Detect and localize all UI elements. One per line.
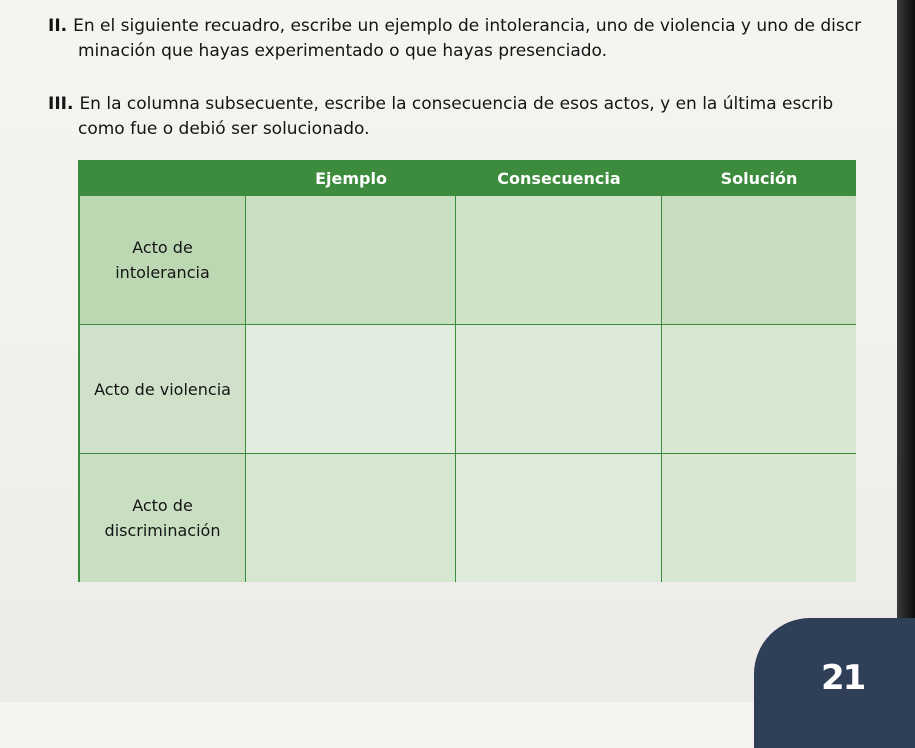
header-solucion: Solución (720, 169, 798, 188)
instruction-number: II. (48, 16, 68, 36)
cell-solucion-discriminacion[interactable] (662, 454, 856, 582)
row-label-line1: Acto de (132, 238, 193, 257)
cell-ejemplo-violencia[interactable] (246, 325, 456, 454)
instruction-text-line2: como fue o debió ser solucionado. (78, 119, 370, 139)
page-number: 21 (821, 658, 865, 698)
row-label-line1: Acto de (132, 496, 193, 515)
row-label-violencia (80, 325, 246, 454)
header-ejemplo: Ejemplo (315, 169, 387, 188)
instruction-ii (48, 14, 898, 64)
table-header-row (80, 162, 854, 196)
cell-solucion-intolerancia[interactable] (662, 196, 856, 325)
cell-consecuencia-violencia[interactable] (456, 325, 662, 454)
instruction-text-line1: En la columna subsecuente, escribe la consecuencia de esos actos, y en la última escrib (79, 94, 834, 114)
instruction-text-line2: minación que hayas experimentado o que hayas presenciado. (78, 41, 608, 61)
activity-table (78, 160, 856, 582)
cell-ejemplo-intolerancia[interactable] (246, 196, 456, 325)
cell-consecuencia-discriminacion[interactable] (456, 454, 662, 582)
row-label-discriminacion (80, 454, 246, 582)
background-edge (897, 0, 915, 702)
cell-consecuencia-intolerancia[interactable] (456, 196, 662, 325)
row-label-line2: intolerancia (115, 263, 210, 282)
instruction-number: III. (48, 94, 74, 114)
row-label-intolerancia (80, 196, 246, 325)
cell-solucion-violencia[interactable] (662, 325, 856, 454)
table-row-discriminacion (80, 454, 854, 582)
table-row-intolerancia (80, 196, 854, 325)
row-label-line1: Acto de violencia (94, 379, 231, 399)
row-label-line2: discriminación (104, 521, 221, 540)
table-row-violencia (80, 325, 854, 454)
instruction-text-line1: En el siguiente recuadro, escribe un ejemplo de intolerancia, uno de violencia y uno de discr (73, 16, 862, 36)
cell-ejemplo-discriminacion[interactable] (246, 454, 456, 582)
header-empty-cell (80, 162, 246, 196)
header-consecuencia: Consecuencia (497, 169, 621, 188)
instruction-iii (48, 92, 898, 142)
